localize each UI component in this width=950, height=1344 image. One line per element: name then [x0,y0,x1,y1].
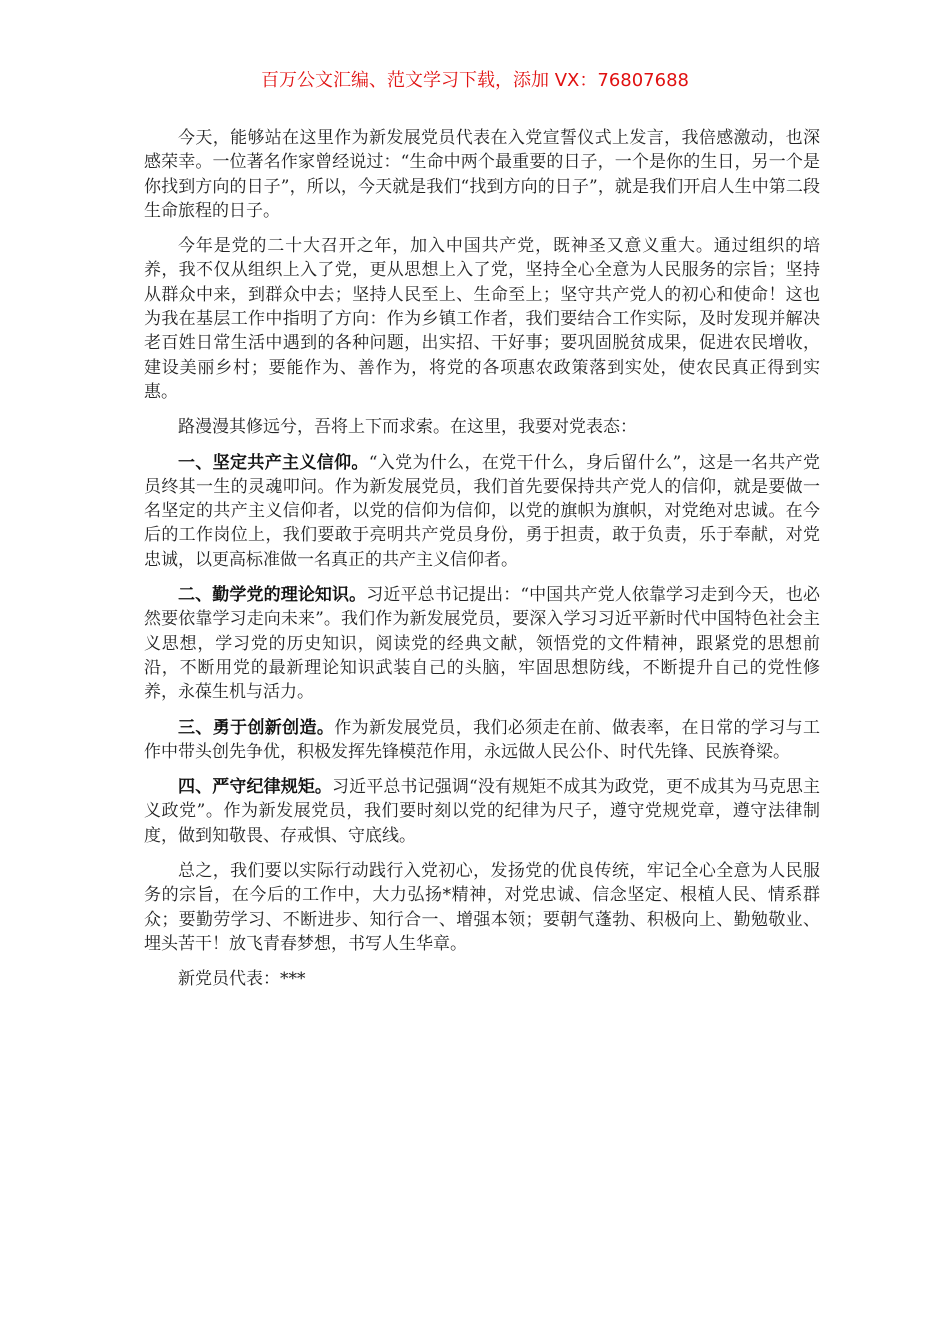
header-banner: 百万公文汇编、范文学习下载，添加 VX：76807688 [261,70,689,91]
paragraph [144,415,820,439]
paragraph-heading: 四、严守纪律规矩。 [178,777,333,798]
document-body [144,126,820,1003]
paragraph-text: 作为新发展党员，我们必须走在前、做表率，在日常的学习与工作中带头创先争优，积极发挥先锋模范作用，永远做人民公仆、时代先锋、民族脊梁。 [144,717,820,762]
paragraph [144,234,820,404]
paragraph-text: “入党为什么，在党干什么，身后留什么”，这是一名共产党员终其一生的灵魂叩问。作为新发展党员，我们首先要保持共产党人的信仰，就是要做一名坚定的共产主义信仰者，以党的信仰为信仰，以党的旗帜为旗帜，对党绝对忠诚。在今后的工作岗位上，我们要敢于亮明共产党员身份，勇于担责，敢于负责，乐于奉献，对党忠诚，以更高标准做一名真正的共产主义信仰者。 [144,452,820,570]
paragraph-text: 今年是党的二十大召开之年，加入中国共产党，既神圣又意义重大。通过组织的培养，我不仅从组织上入了党，更从思想上入了党，坚持全心全意为人民服务的宗旨；坚持从群众中来，到群众中去；坚持人民至上、生命至上；坚守共产党人的初心和使命！这也为我在基层工作中指明了方向：作为乡镇工作者，我们要结合工作实际，及时发现并解决老百姓日常生活中遇到的各种问题，出实招、干好事；要巩固脱贫成果，促进农民增收，建设美丽乡村；要能作为、善作为，将党的各项惠农政策落到实处，使农民真正得到实惠。 [144,236,820,402]
paragraph [144,775,820,848]
paragraph-heading: 三、勇于创新创造。 [178,717,335,738]
paragraph-text: 路漫漫其修远兮，吾将上下而求索。在这里，我要对党表态： [178,417,637,438]
paragraph [144,451,820,572]
signature: 新党员代表：*** [178,969,306,990]
paragraph-text: 习近平总书记提出：“中国共产党人依靠学习走到今天，也必然要依靠学习走向未来”。我们作为新发展党员，要深入学习习近平新时代中国特色社会主义思想，学习党的历史知识，阅读党的经典文献，领悟党的文件精神，跟紧党的思想前沿，不断用党的最新理论知识武装自己的头脑，牢固思想防线，不断提升自己的党性修养，永葆生机与活力。 [144,585,820,703]
paragraph [144,859,820,956]
paragraph-heading: 一、坚定共产主义信仰。 [178,452,369,473]
paragraph [144,716,820,765]
paragraph [144,583,820,704]
paragraph [144,126,820,223]
paragraph-text: 总之，我们要以实际行动践行入党初心，发扬党的优良传统，牢记全心全意为人民服务的宗旨，在今后的工作中，大力弘扬*精神，对党忠诚、信念坚定、根植人民、情系群众；要勤劳学习、不断进步、知行合一、增强本领；要朝气蓬勃、积极向上、勤勉敬业、埋头苦干！放飞青春梦想，书写人生华章。 [144,861,820,954]
paragraph-text: 习近平总书记强调“没有规矩不成其为政党，更不成其为马克思主义政党”。作为新发展党员，我们要时刻以党的纪律为尺子，遵守党规党章，遵守法律制度，做到知敬畏、存戒惧、守底线。 [144,777,820,846]
paragraph-heading: 二、勤学党的理论知识。 [178,585,367,606]
paragraph-text: 今天，能够站在这里作为新发展党员代表在入党宣誓仪式上发言，我倍感激动，也深感荣幸。一位著名作家曾经说过：“生命中两个最重要的日子，一个是你的生日，另一个是你找到方向的日子”，所以，今天就是我们“找到方向的日子”，就是我们开启人生中第二段生命旅程的日子。 [144,128,820,221]
